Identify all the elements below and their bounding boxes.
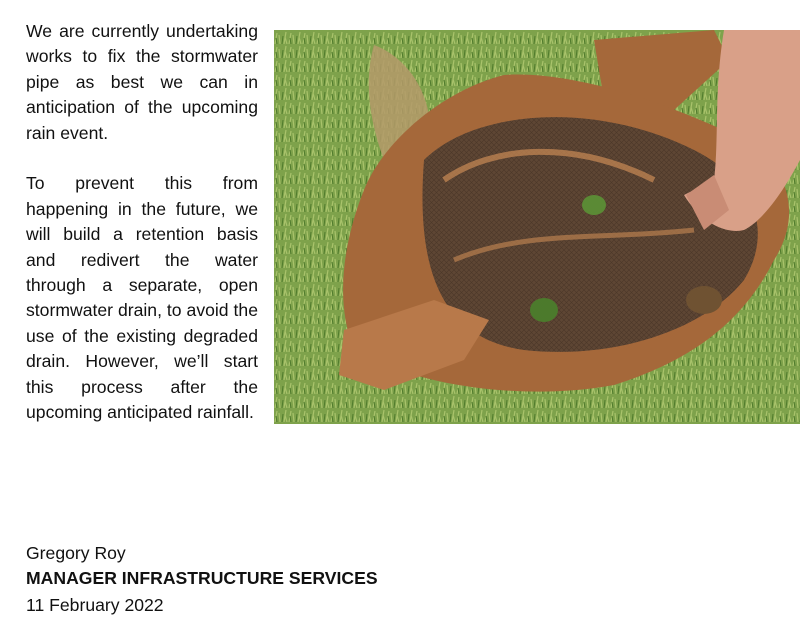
- paragraph-future-plan: To prevent this from happening in the future, we will build a retention basis and redivert the water through a separate, open stormwater drain, to avoid the use of the existing degraded drain. However, we’ll start this process after the upcoming anticipated rainfall.: [26, 173, 258, 423]
- degraded-pipe-photo: [274, 30, 800, 424]
- signatory-name: Gregory Roy: [26, 543, 126, 563]
- document-date: 11 February 2022: [26, 595, 164, 615]
- signature-block: [26, 541, 378, 618]
- paragraph-current-works: We are currently undertaking works to fix the stormwater pipe as best we can in anticipation of the upcoming rain event.: [26, 21, 258, 143]
- signatory-title: MANAGER INFRASTRUCTURE SERVICES: [26, 568, 378, 588]
- body-text-column: [26, 19, 258, 451]
